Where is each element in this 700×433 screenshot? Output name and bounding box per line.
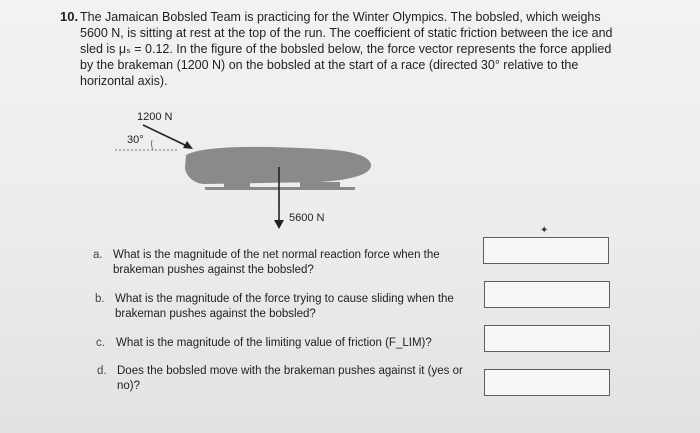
stem-line: 5600 N, is sitting at rest at the top of the run. The coefficient of static friction between the ice and xyxy=(80,26,613,40)
applied-force-arrow xyxy=(143,125,187,146)
bobsled-runner-left xyxy=(224,182,250,187)
question-number: 10. xyxy=(60,9,79,24)
weight-arrowhead xyxy=(274,220,284,229)
subquestion-text: Does the bobsled move with the brakeman pushes against it (yes or no)? xyxy=(117,365,463,392)
bobsled-runner-right xyxy=(300,182,340,187)
subquestion-letter: a. xyxy=(93,249,103,261)
subquestion-text: What is the magnitude of the force trying to cause sliding when the brakeman pushes against the bobsled? xyxy=(115,293,454,320)
answer-box-a[interactable] xyxy=(483,237,609,264)
subquestion-letter: b. xyxy=(95,293,105,305)
stem-line: The Jamaican Bobsled Team is practicing for the Winter Olympics. The bobsled, which weighs xyxy=(80,10,601,24)
angle-label: 30° xyxy=(127,134,144,146)
subquestion-letter: d. xyxy=(97,365,107,377)
bobsled-runner-bar xyxy=(205,187,355,190)
bobsled-body xyxy=(185,147,371,184)
subquestion-text: What is the magnitude of the net normal reaction force when the brakeman pushes against the bobsled? xyxy=(113,249,440,276)
subquestion-letter: c. xyxy=(96,337,105,349)
answer-box-c[interactable] xyxy=(484,325,610,352)
applied-force-label: 1200 N xyxy=(137,111,173,123)
subquestion-text: What is the magnitude of the limiting value of friction (F_LIM)? xyxy=(116,337,432,349)
angle-arc xyxy=(152,140,153,150)
weight-label: 5600 N xyxy=(289,212,325,224)
stem-line: horizontal axis). xyxy=(80,74,168,88)
answer-box-d[interactable] xyxy=(484,369,610,396)
stem-line: sled is μₛ = 0.12. In the figure of the bobsled below, the force vector represents the force applied xyxy=(80,42,612,56)
mouse-cursor-icon: ✦ xyxy=(540,225,549,236)
stem-line: by the brakeman (1200 N) on the bobsled at the start of a race (directed 30° relative to the xyxy=(80,58,579,72)
answer-box-b[interactable] xyxy=(484,281,610,308)
